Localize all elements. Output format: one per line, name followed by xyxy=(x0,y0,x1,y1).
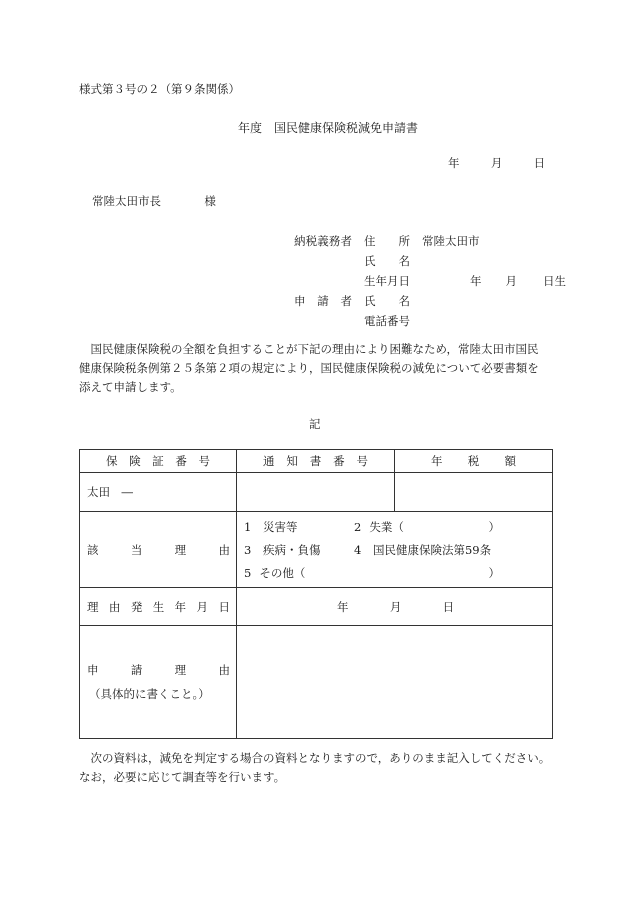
occurrence-month: 月 xyxy=(389,599,402,614)
header-notice-number: 通 知 書 番 号 xyxy=(237,450,395,473)
header-insurance-number: 保 険 証 番 号 xyxy=(80,450,237,473)
addressee-name: 常陸太田市長 xyxy=(92,194,161,208)
phone-label: 電話番号 xyxy=(364,314,410,328)
reason-option-1[interactable]: 1 災害等 xyxy=(244,519,298,534)
applicant-label: 申 請 者 xyxy=(294,294,352,308)
ki-heading: 記 xyxy=(309,417,321,431)
reason-option-2[interactable]: 2 失業（ ） xyxy=(354,519,500,534)
application-reason-note: （具体的に書くこと。） xyxy=(89,687,210,701)
addressee xyxy=(92,193,216,209)
application-reason-label-cell: 申 請 理 由 （具体的に書くこと。） xyxy=(80,626,237,739)
application-reason-cell[interactable] xyxy=(237,626,553,739)
insurance-number-cell[interactable] xyxy=(80,473,237,512)
address-label: 住 所 xyxy=(364,234,410,248)
reason-label-cell: 該 当 理 由 xyxy=(80,512,237,588)
birth-month: 月 xyxy=(505,274,517,288)
addressee-honorific: 様 xyxy=(204,194,216,208)
page-title: 年度 国民健康保険税減免申請書 xyxy=(238,121,419,135)
birth-label: 生年月日 xyxy=(364,274,410,288)
application-table xyxy=(79,449,553,739)
date-year: 年 xyxy=(448,156,460,170)
reason-option-5[interactable]: 5 その他（ ） xyxy=(244,565,500,580)
taxpayer-name-label: 氏 名 xyxy=(364,254,410,268)
form-number: 様式第３号の２（第９条関係） xyxy=(79,82,240,96)
applicant-name-label: 氏 名 xyxy=(364,294,410,308)
intro-paragraph: 国民健康保険税の全額を負担することが下記の理由により困難なため，常陸太田市国民 健康保険税条例第２５条第２項の規定により，国民健康保険税の減免について必要書類を 添えて申請します。 xyxy=(79,342,539,394)
insurance-prefix: 太田 ― xyxy=(87,485,133,499)
reason-option-3[interactable]: 3 疾病・負傷 xyxy=(244,542,321,557)
reason-options-cell xyxy=(237,512,553,588)
address-value: 常陸太田市 xyxy=(422,234,480,248)
date-month: 月 xyxy=(490,156,503,170)
occurrence-date-cell[interactable] xyxy=(237,588,553,626)
taxpayer-label: 納 税 義 務 者 xyxy=(294,234,352,248)
date-day: 日 xyxy=(533,156,546,170)
date-line xyxy=(448,155,545,171)
occurrence-year: 年 xyxy=(337,599,349,614)
notice-number-cell[interactable] xyxy=(237,473,395,512)
footer-note: 次の資料は，減免を判定する場合の資料となりますので，ありのまま記入してください。 なお，必要に応じて調査等を行います。 xyxy=(79,751,551,784)
header-annual-tax: 年 税 額 xyxy=(395,450,553,473)
reason-option-4[interactable]: 4 国民健康保険法第59条 xyxy=(354,542,492,557)
occurrence-day: 日 xyxy=(442,599,455,614)
birth-day: 日生 xyxy=(543,274,566,288)
birth-year: 年 xyxy=(470,274,482,288)
annual-tax-cell[interactable] xyxy=(395,473,553,512)
occurrence-label-cell: 理 由 発 生 年 月 日 xyxy=(80,588,237,626)
taxpayer-block xyxy=(294,231,566,331)
